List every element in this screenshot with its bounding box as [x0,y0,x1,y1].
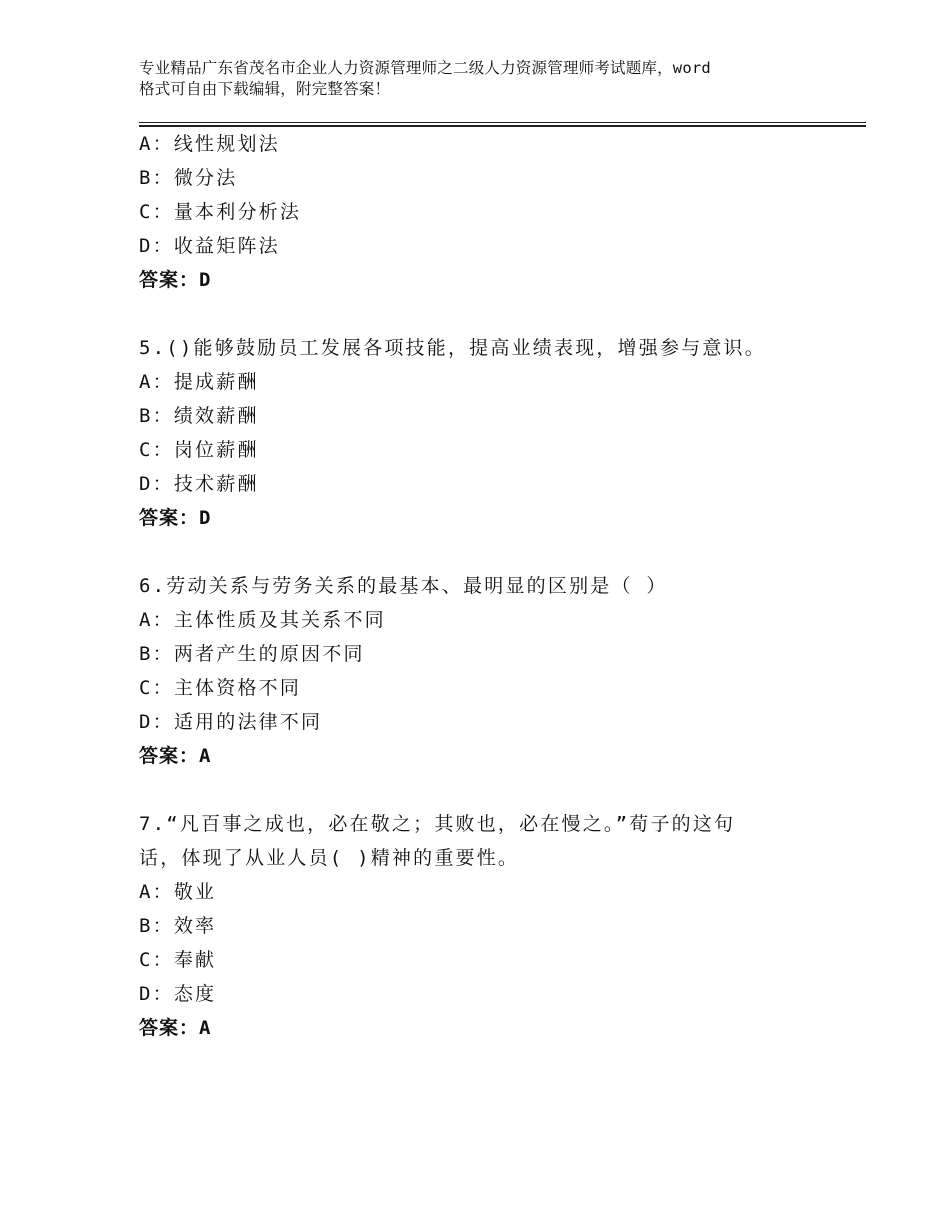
answer-label: 答案：D [139,507,212,529]
option-c: C：奉献 [139,949,217,971]
option-b: B：绩效薪酬 [139,405,259,427]
option-b: B：效率 [139,915,217,937]
answer-label: 答案：A [139,745,212,767]
option-d: D：技术薪酬 [139,473,259,495]
spacer [139,773,859,807]
header-line-1: 专业精品广东省茂名市企业人力资源管理师之二级人力资源管理师考试题库，word [139,59,711,77]
option-a: A：提成薪酬 [139,371,259,393]
option-a: A：主体性质及其关系不同 [139,609,386,631]
question-6 [139,569,859,773]
answer-label: 答案：D [139,269,212,291]
option-c: C：量本利分析法 [139,201,302,223]
option-a: A：线性规划法 [139,133,280,155]
header-line-2: 格式可自由下载编辑，附完整答案！ [139,80,391,98]
answer-label: 答案：A [139,1017,212,1039]
option-a: A：敬业 [139,881,217,903]
option-d: D：收益矩阵法 [139,235,280,257]
option-d: D：适用的法律不同 [139,711,323,733]
header-divider-thin [139,122,866,123]
option-c: C：岗位薪酬 [139,439,259,461]
spacer [139,535,859,569]
question-stem-line-1: 7.“凡百事之成也，必在敬之；其败也，必在慢之。”荀子的这句 [139,813,736,835]
spacer [139,297,859,331]
question-7 [139,807,859,1045]
question-stem: 6.劳动关系与劳务关系的最基本、最明显的区别是（ ） [139,575,668,597]
question-stem: 5.()能够鼓励员工发展各项技能，提高业绩表现，增强参与意识。 [139,337,766,359]
question-4 [139,127,859,297]
option-c: C：主体资格不同 [139,677,302,699]
option-b: B：两者产生的原因不同 [139,643,365,665]
document-header [139,58,839,100]
question-5 [139,331,859,535]
option-b: B：微分法 [139,167,238,189]
option-d: D：态度 [139,983,217,1005]
question-stem-line-2: 话，体现了从业人员( )精神的重要性。 [139,847,520,869]
question-list [139,127,859,1045]
